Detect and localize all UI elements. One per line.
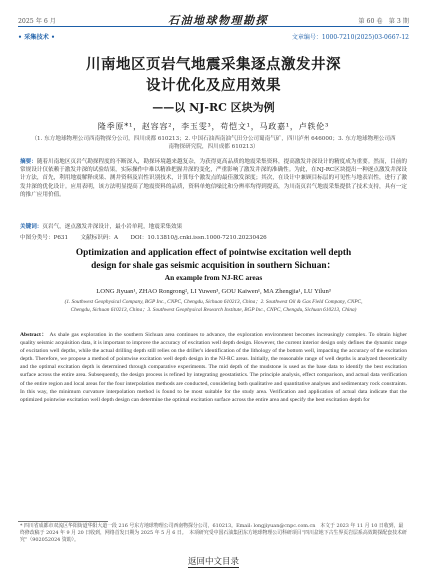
english-affiliations: (1. Southwest Geophysical Company, BGP Inc., CNPC, Chengdu, Sichuan 610213, China；2. Southwest Oil & Gas Field Company, CNPC, Chengdu, Sichuan 610213, China；3. Southwest Geophysical Research Institute, BGP Inc., CNPC, Chengdu, Sichuan 610213, China) — [64, 299, 363, 313]
journal-name: 石油地球物理勘探 — [168, 14, 268, 27]
header-divider — [18, 26, 409, 27]
english-title — [0, 247, 427, 273]
affiliations: （1. 东方地球物理公司西南物探分公司，四川成都 610213；2. 中国石油西南油气田分公司蜀南气矿，四川泸州 646000；3. 东方地球物理公司西南物探研究院，四川成都 610213） — [31, 136, 396, 150]
chinese-keywords — [20, 223, 407, 231]
authors: 隆季原*¹，赵容容²，李玉雯³，苟恺文¹，马政嘉¹，卢轶伦³ — [97, 122, 330, 131]
clc-number: 中图分类号：P631 — [20, 235, 69, 241]
return-to-contents — [0, 555, 427, 567]
title-line-2: 设计优化及应用效果 — [146, 77, 281, 94]
english-title-line-1: Optimization and application effect of pointwise excitation well depth — [75, 248, 352, 258]
abstract-label: 摘要： — [20, 159, 37, 165]
issue-date: 2025 年 6 月 — [18, 18, 56, 25]
abstract-text: 随着川南地区页岩气勘探程度的不断深入，勘探环境越来越复杂，为获得更高品质的地震采集资料，提高激发井深设计的精度成为重要。然而，目前的常规设计仅依赖于激发井深的试验结果，实际操作中难以精准把握井深的变化，严重影响了激发井深的准确性。为此，在NJ-RC区块提出一种逐点激发井深设计方法，首先，利用地震解释成果、测井资料及岩性识别技术，计算每个激发点的最佳激发深度；其次，在设计中兼顾目标层的可见性与地表岩性，进行了激发井深的优化设计。应用表明，该方法明显提高了地震资料的品质，资料单炮信噪比和分辨率均得到提高，为川南页岩气地震采集提供了技术支持，具有一定的推广应用价值。 — [20, 159, 407, 198]
title-line-1: 川南地区页岩气地震采集逐点激发井深 — [86, 56, 341, 73]
english-abstract-text: As shale gas exploration in the southern Sichuan area continues to advance, the exploration environment becomes increasingly complex. To obtain higher quality seismic acquisition data, it is important to improve the accuracy of excitation well depth design. However, the current interior design only defines the dynamic range of excitation well depths, while the actual drilling depth still relies on the driller's identification of the lithology of the bottom well, impacting the accuracy of the excitation depth. Therefore, we propose a method of pointwise excitation well depth design in the NJ-RC areas. Initially, the reasonable range of well depths is analyzed theoretically and the optimal excitation depth is determined through comparative experiments. The mid depth of the mudstone is used as the base data to identify the best excitation surface across the entire area. Subsequently, the design process is refined by integrating geostatistics. The principle analysis, effect comparison, and actual data verification of the entire region and local areas for the four interpolation methods are conducted, considering both qualitative and quantitative analyses and sedimentary rock constraints. In this way, the minimum curvature interpolation method is found to be most suitable for the study area. Verification and application of actual data indicate that the optimized pointwise excitation well depth design can determine the optimal excitation surface across the entire area and specify the best excitation depth for — [20, 332, 407, 403]
keywords-text: 页岩气，逐点激发井深设计，最小岩单耗，地震采集效果 — [42, 224, 183, 230]
document-code: 文献标识码：A — [80, 235, 119, 241]
keywords-label: 关键词： — [20, 224, 43, 230]
volume-issue: 第 60 卷 第 3 期 — [358, 18, 409, 25]
english-title-line-2: design for shale gas seismic acquisition in southern Sichuan： — [91, 261, 336, 271]
english-authors: LONG Jiyuan¹, ZHAO Rongrong², LI Yuwen³, GOU Kaiwen¹, MA Zhengjia¹, LU Yilun³ — [96, 288, 331, 295]
classification-meta — [20, 233, 407, 241]
article-number: 文章编号：1000-7210(2025)03-0667-12 — [291, 34, 409, 41]
page-title — [0, 54, 427, 96]
footnote-divider — [18, 521, 108, 522]
return-to-contents-link[interactable]: 返回中文目录 — [187, 557, 239, 567]
english-subtitle: An example from NJ-RC areas — [164, 273, 263, 282]
english-abstract — [20, 331, 407, 404]
chinese-abstract — [20, 158, 407, 199]
english-abstract-label: Abstract： — [20, 332, 48, 338]
doi[interactable]: DOI：10.13810/j.cnki.issn.1000-7210.20230426 — [130, 235, 267, 241]
page-subtitle: ——以 NJ-RC 区块为例 — [152, 101, 275, 114]
footnote: * 四川省成都市双流区华阳街道华阳大道一段 216 号东方地球物理公司西南物探分公司，610213。Email: longjiyuan@cnpc.com.cn 本文于 2023 年 11 月 10 日收到，最终修改稿于 2024 年 9 月 20 日收到，网络首发日期为 2025 年 5 月 6 日。 本项研究受中国石油集团东方地球物理公司科研项目“四川盆地下古生界页岩层系高效勘探配套技术研究”（902052024 资助）。 — [20, 523, 407, 543]
section-tag: • 采集技术 • — [18, 34, 55, 41]
